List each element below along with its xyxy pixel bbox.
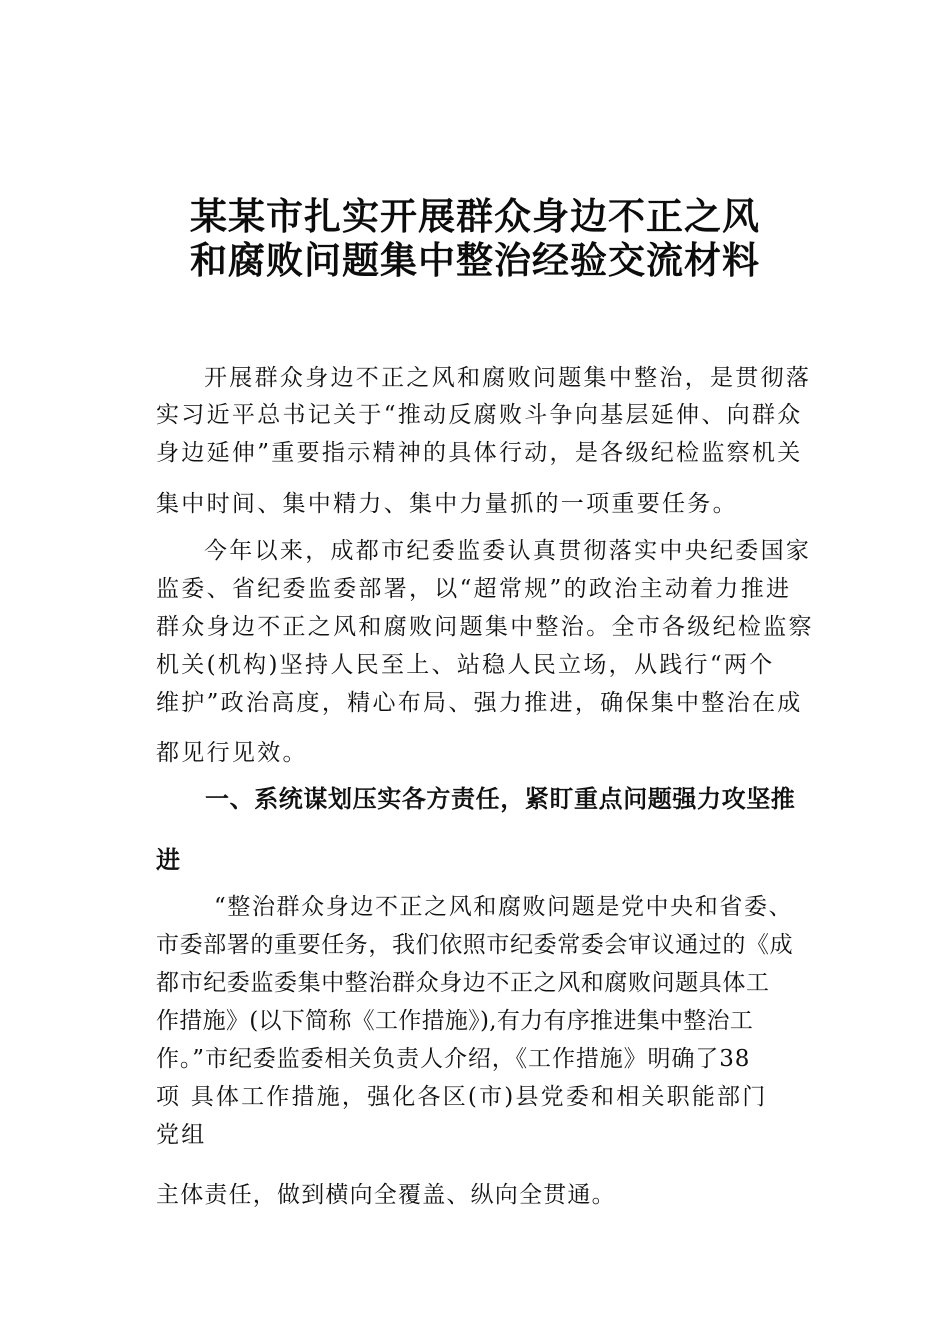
paragraph-2-line-4: 机关(机构)坚持人民至上、站稳人民立场，从践行“两个	[156, 652, 775, 678]
paragraph-3-line-8: 主体责任，做到横向全覆盖、纵向全贯通。	[156, 1182, 616, 1208]
paragraph-2-line-6: 都见行见效。	[156, 740, 308, 766]
paragraph-2-line-2: 监委、省纪委监委部署，以“超常规”的政治主动着力推进	[156, 576, 792, 602]
paragraph-3-line-4: 作措施》(以下简称《工作措施》),有力有序推进集中整治工	[156, 1008, 754, 1034]
paragraph-1-line-2: 实习近平总书记关于“推动反腐败斗争向基层延伸、向群众	[156, 402, 803, 428]
paragraph-3-line-6: 项 具体工作措施，强化各区(市)县党委和相关职能部门	[156, 1084, 768, 1110]
paragraph-3-line-3: 都市纪委监委集中整治群众身边不正之风和腐败问题具体工	[156, 970, 770, 996]
section-heading-1-line-2: 进	[156, 846, 181, 874]
paragraph-3-line-2: 市委部署的重要任务，我们依照市纪委常委会审议通过的《成	[156, 932, 794, 958]
paragraph-1-line-1: 开展群众身边不正之风和腐败问题集中整治，是贯彻落	[204, 365, 812, 391]
paragraph-3-line-7: 党组	[156, 1122, 207, 1148]
section-heading-1-line-1: 一、系统谋划压实各方责任，紧盯重点问题强力攻坚推	[205, 785, 796, 813]
document-title-line-1: 某某市扎实开展群众身边不正之风	[190, 195, 760, 238]
paragraph-3-line-5: 作。”市纪委监委相关负责人介绍，《工作措施》明确了38	[156, 1046, 751, 1072]
paragraph-2-line-5: 维护”政治高度，精心布局、强力推进，确保集中整治在成	[156, 690, 803, 716]
paragraph-1-line-4: 集中时间、集中精力、集中力量抓的一项重要任务。	[156, 491, 738, 517]
paragraph-2-line-3: 群众身边不正之风和腐败问题集中整治。全市各级纪检监察	[156, 614, 814, 640]
paragraph-2-line-1: 今年以来，成都市纪委监委认真贯彻落实中央纪委国家	[204, 538, 812, 564]
document-title-line-2: 和腐败问题集中整治经验交流材料	[190, 239, 760, 282]
paragraph-3-line-1: “整治群众身边不正之风和腐败问题是党中央和省委、	[214, 894, 794, 920]
paragraph-1-line-3: 身边延伸”重要指示精神的具体行动，是各级纪检监察机关	[156, 440, 803, 466]
